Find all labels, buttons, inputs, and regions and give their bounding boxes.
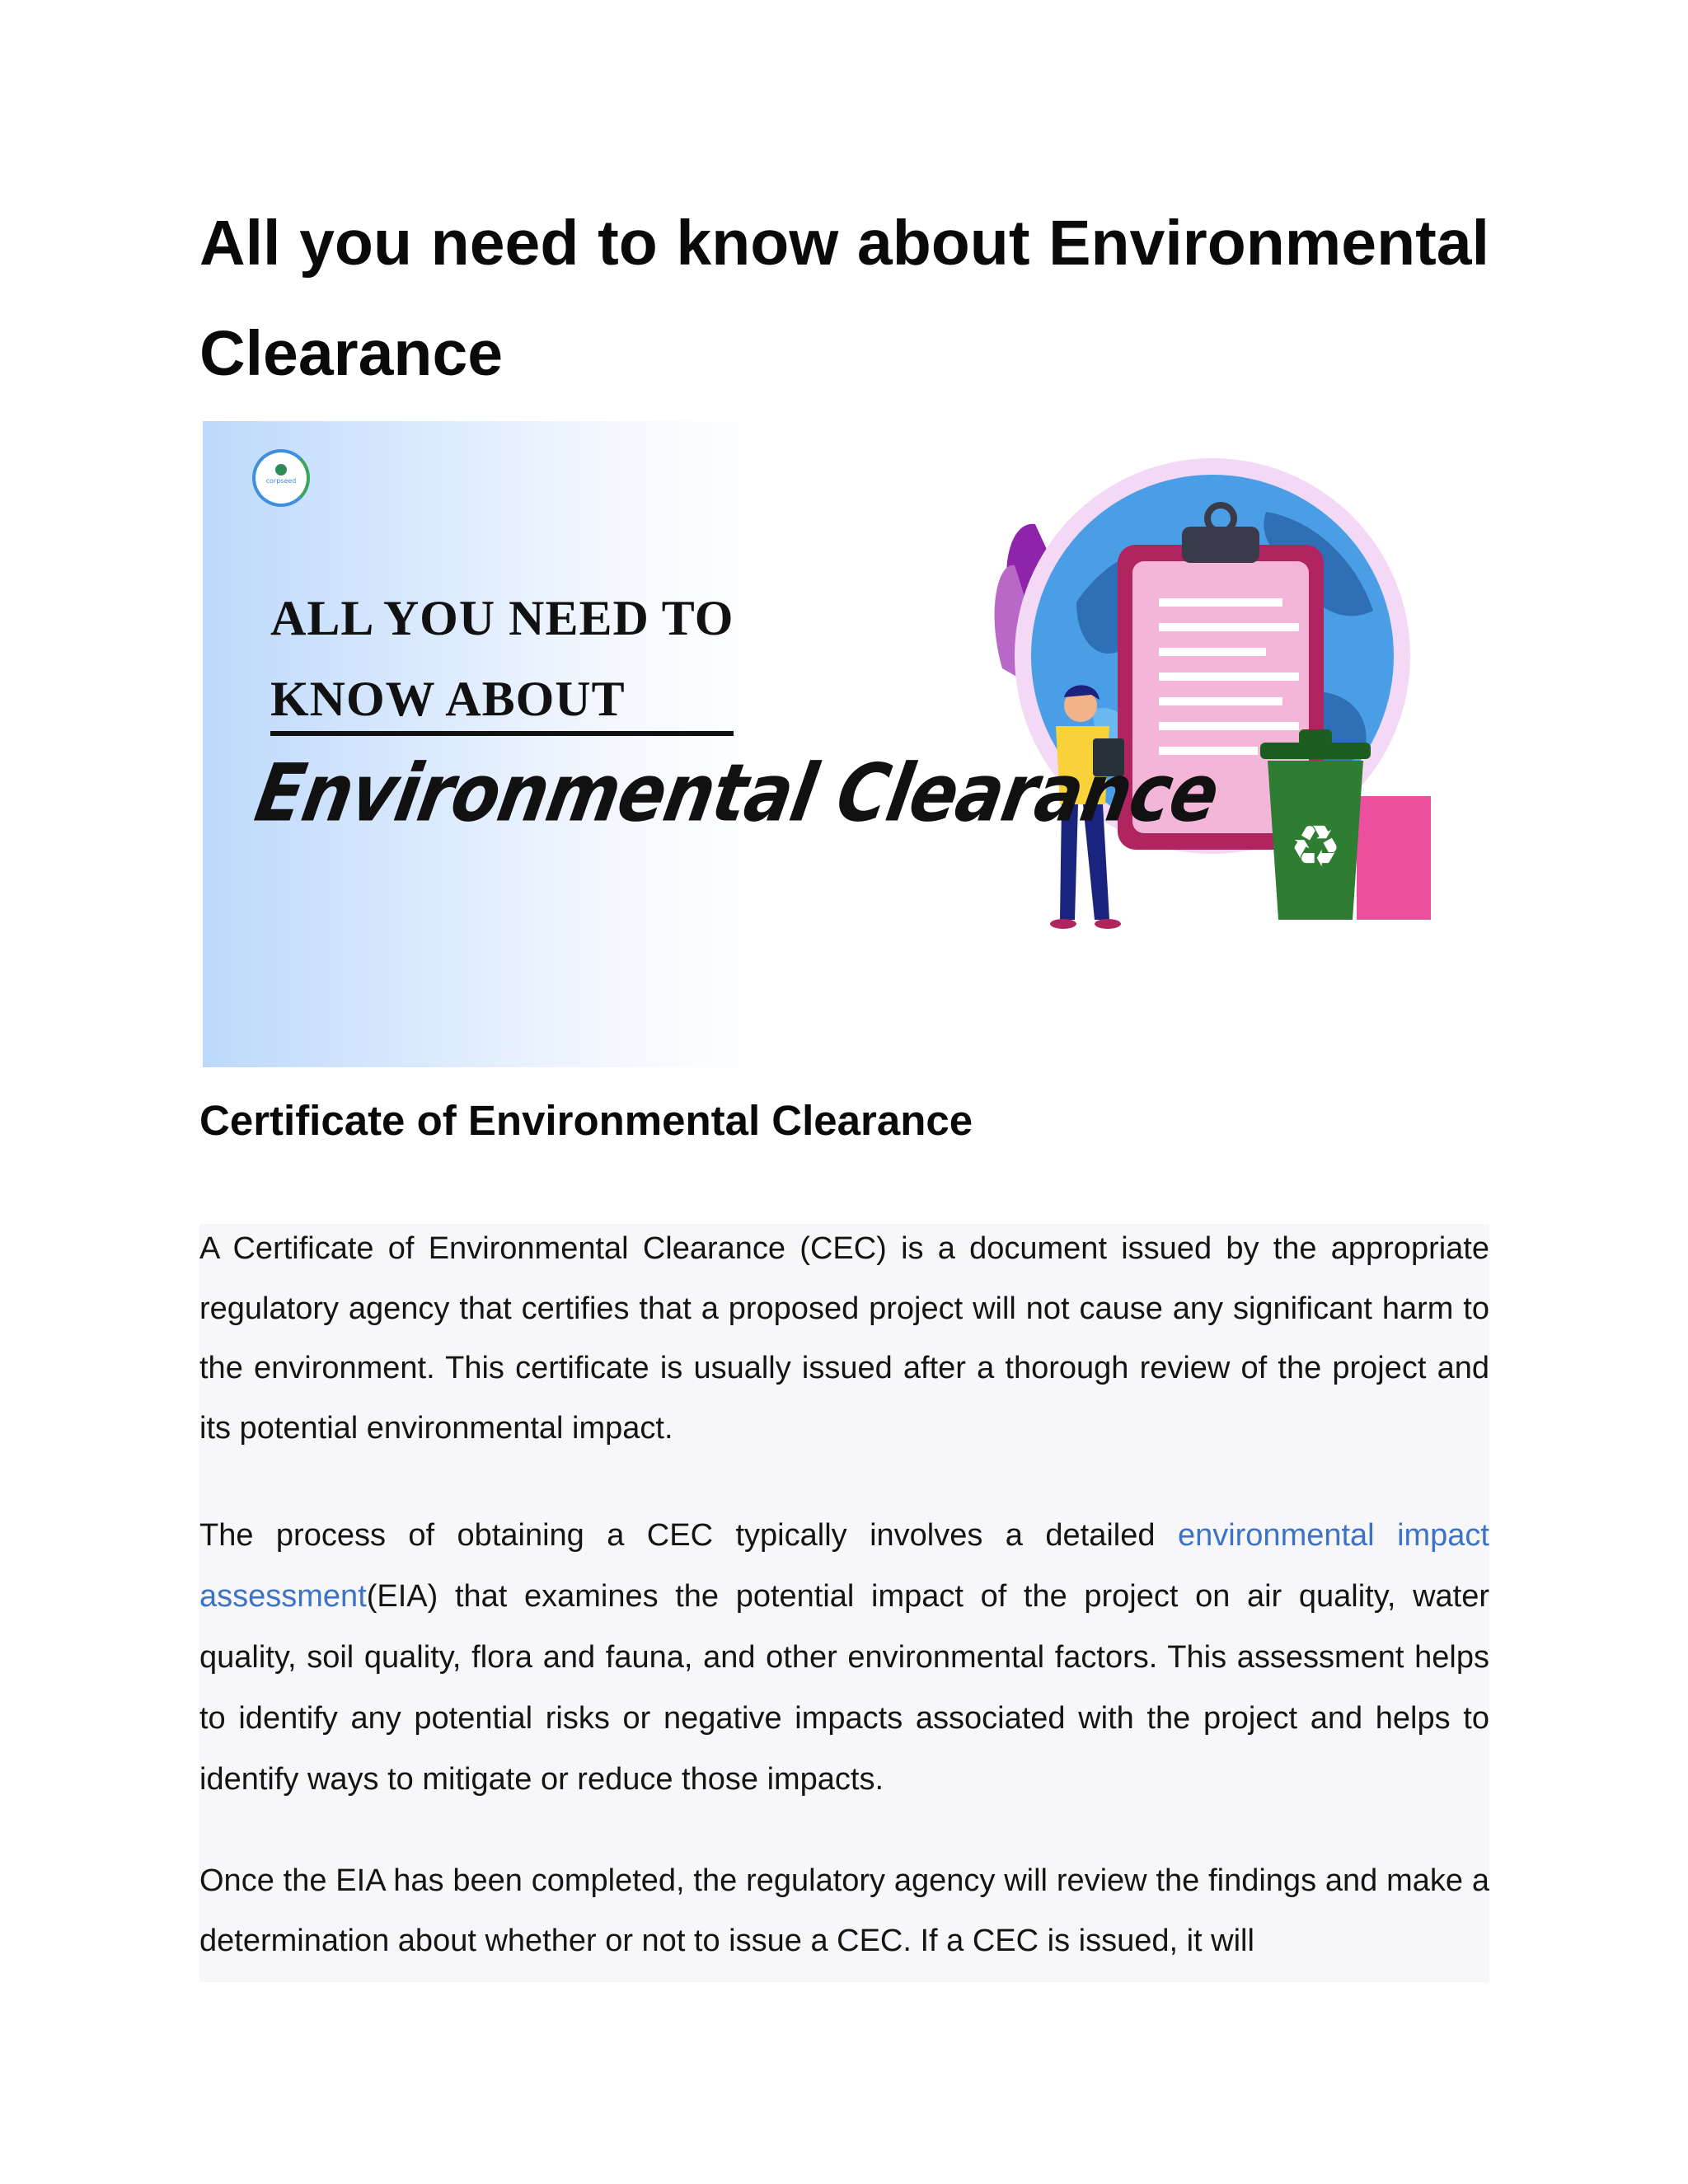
paragraph-2-rest: (EIA) that examines the potential impact of the project on air quality, water quality, soil quality, flora and fauna, and other environmental factors. This assessment helps to identify any potential risks or negative impacts associated with the project and helps to identify ways to mitigate or reduce those impacts. bbox=[199, 1579, 1489, 1797]
section-heading: Certificate of Environmental Clearance bbox=[199, 1097, 973, 1144]
banner-line-2: KNOW ABOUT bbox=[270, 672, 626, 726]
eia-link[interactable]: environmental impact assessment bbox=[199, 1518, 1489, 1614]
logo-text: corpseed bbox=[265, 477, 297, 485]
paragraph-2 bbox=[199, 1505, 1489, 1810]
corpseed-logo bbox=[252, 449, 310, 507]
banner-script-text: Environmental Clearance bbox=[249, 747, 1226, 840]
paragraph-2-intro: The process of obtaining a CEC typically involves a detailed bbox=[199, 1518, 1178, 1553]
banner-illustration bbox=[203, 421, 1489, 1067]
paragraph-3: Once the EIA has been completed, the regulatory agency will review the findings and make a determination about whether or not to issue a CEC. If a CEC is issued, it will bbox=[199, 1863, 1489, 1958]
banner-line-1: ALL YOU NEED TO bbox=[270, 591, 734, 645]
paper-shape bbox=[1357, 796, 1431, 920]
svg-text:♻: ♻ bbox=[1289, 813, 1342, 880]
logo-mark-icon bbox=[275, 464, 287, 476]
paragraph-1: A Certificate of Environmental Clearance (CEC) is a document issued by the appropriate regulatory agency that certifies that a proposed project will not cause any significant harm to the environment. This certificate is usually issued after a thorough review of the project and its potential environmental impact. bbox=[199, 1231, 1489, 1446]
hero-banner bbox=[203, 421, 1489, 1067]
recycle-bin-icon bbox=[1260, 729, 1371, 920]
page-title: All you need to know about Environmental Clearance bbox=[199, 208, 1489, 389]
banner-headline bbox=[270, 578, 798, 739]
banner-divider bbox=[270, 731, 734, 736]
